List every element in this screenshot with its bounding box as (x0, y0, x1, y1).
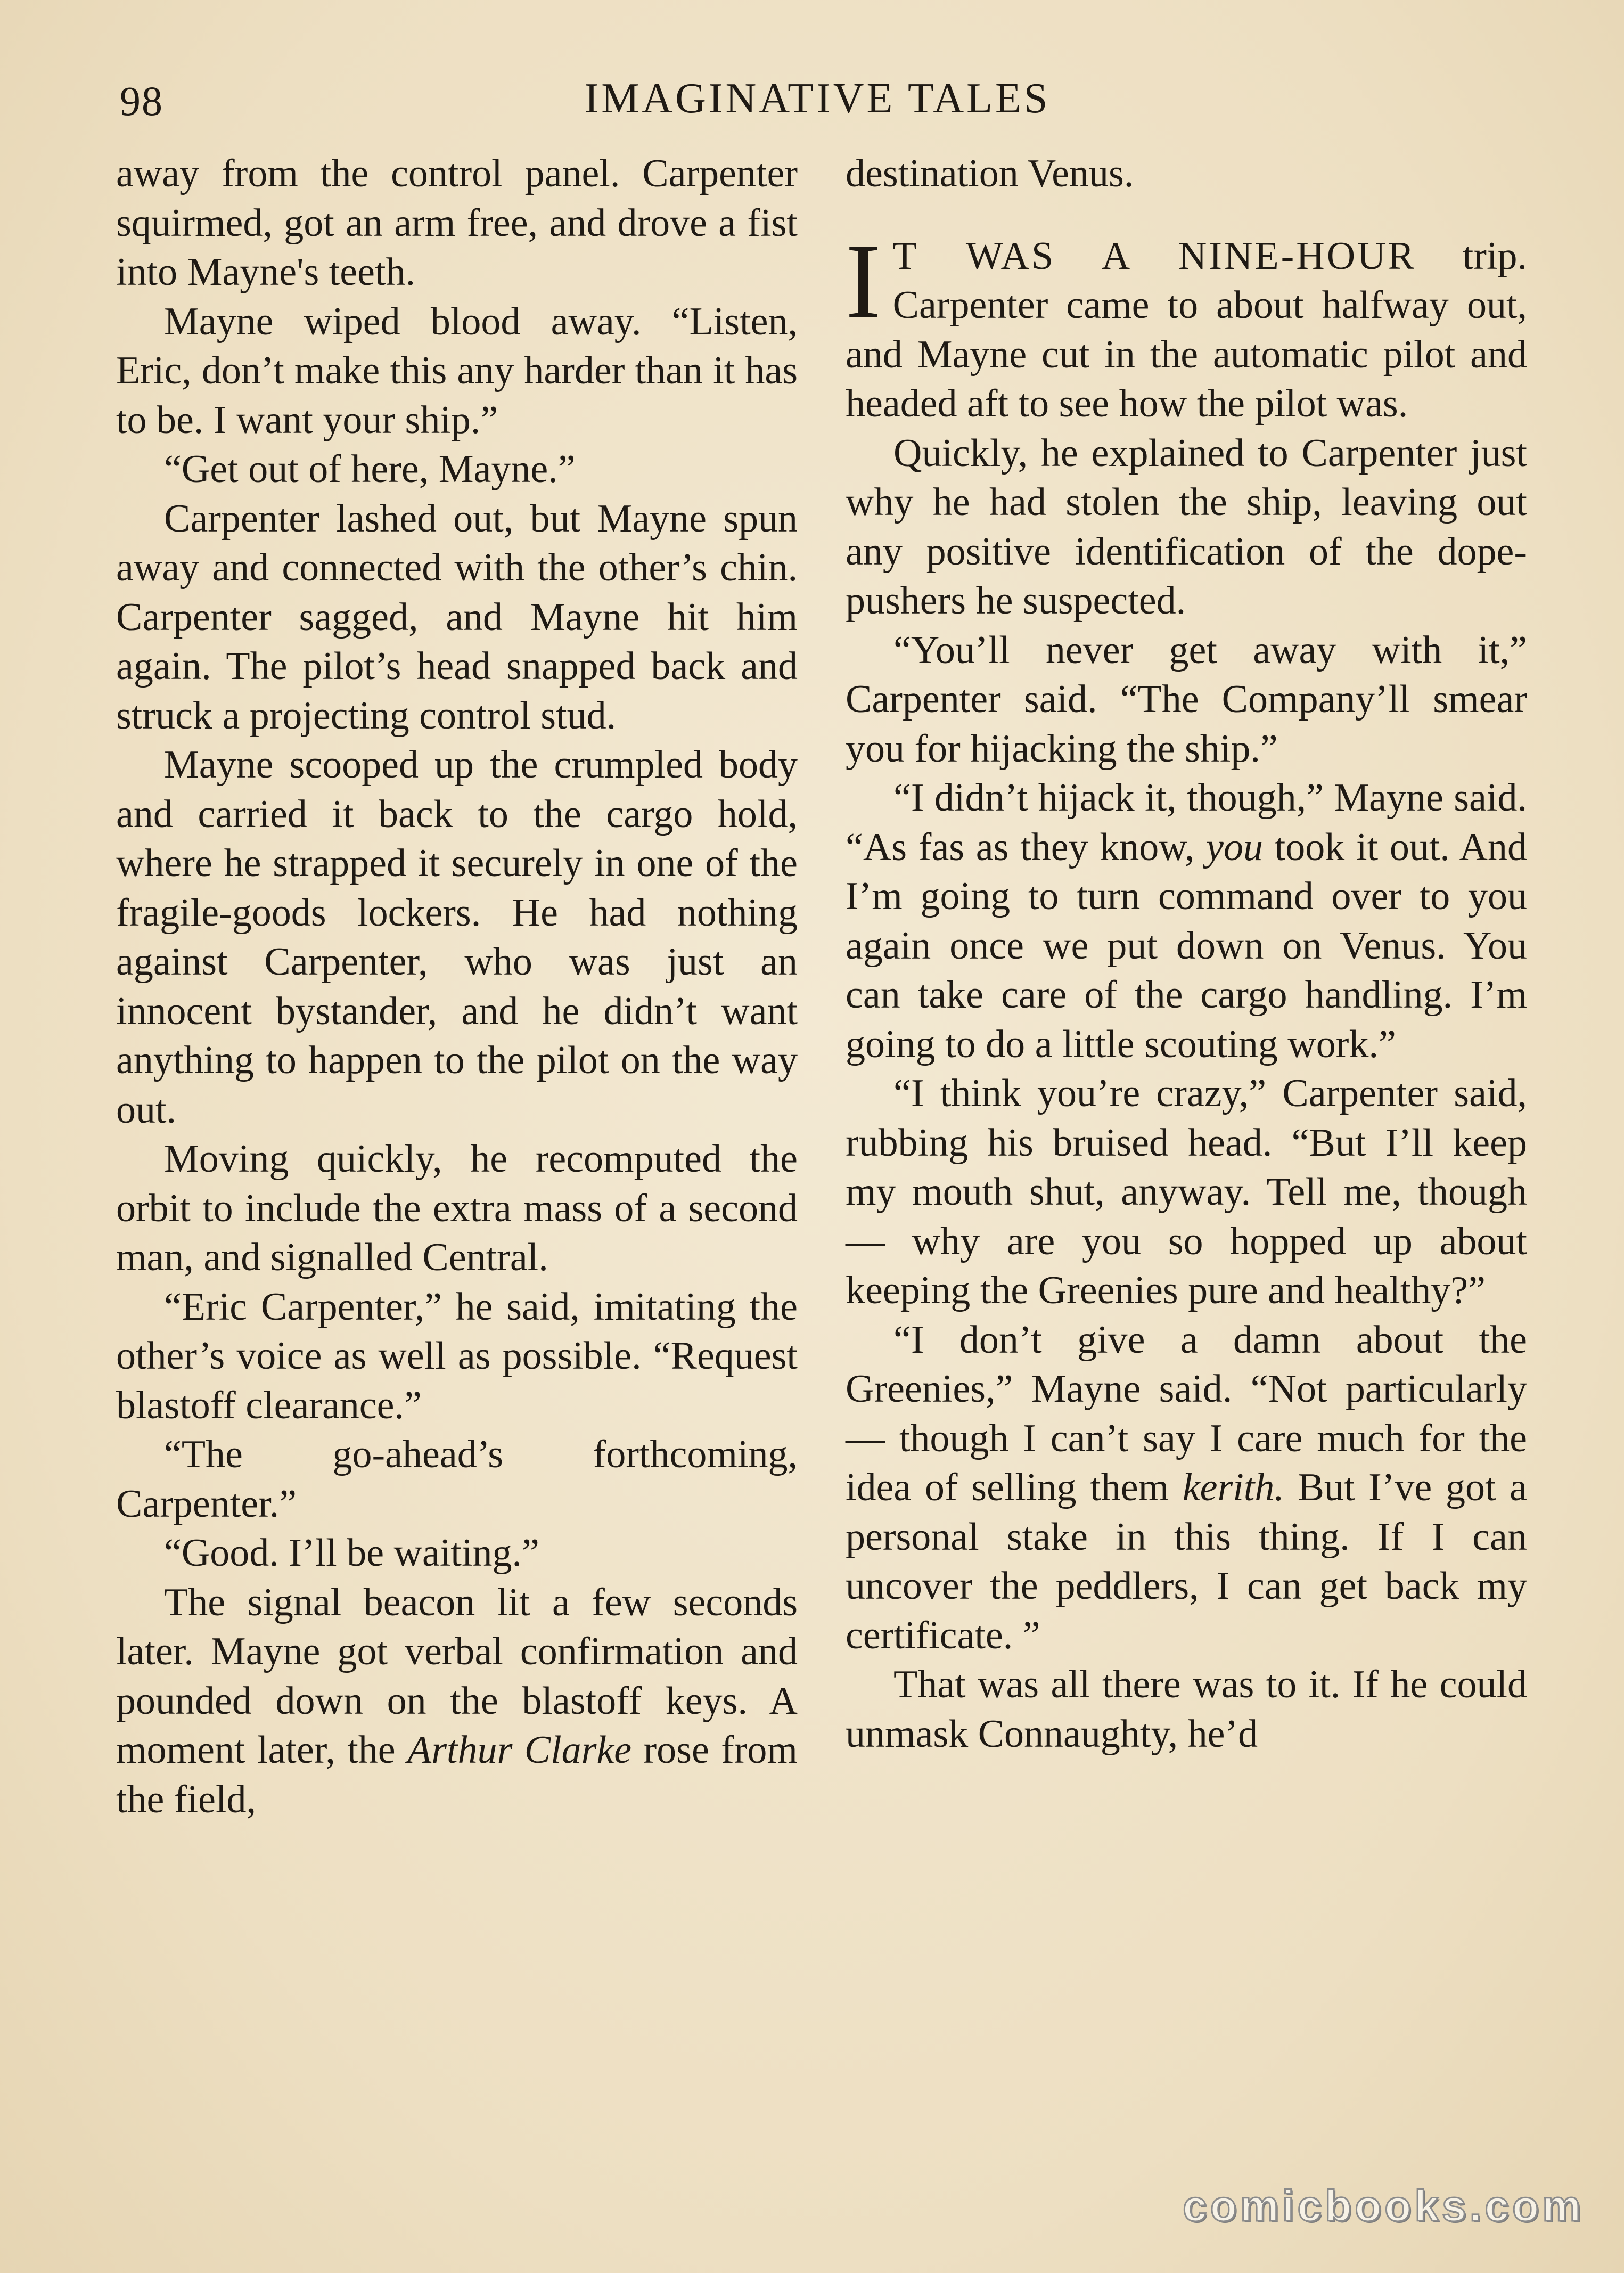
paragraph: Mayne scooped up the crumpled body and carried it back to the cargo hold, where he strapped it securely in one of the fragile-goods lockers. He had nothing against Carpenter, who was just an innocent bystander, and he didn’t want anything to happen to the pilot on the way out. (116, 743, 798, 1132)
ship-name: Arthur Clarke (407, 1728, 632, 1772)
paragraph (116, 1578, 798, 1825)
paragraph: “You’ll never get away with it,” Carpenter said. “The Company’ll smear you for hijacking the ship.” (846, 628, 1527, 771)
left-column (116, 149, 798, 1824)
paragraph (846, 773, 1527, 1069)
page-header (114, 75, 1520, 133)
paragraph: “Eric Carpenter,” he said, imitating the other’s voice as well as possible. “Request blastoff clearance.” (116, 1285, 798, 1427)
emphasis: you (1206, 825, 1264, 869)
paragraph: “Good. I’ll be waiting.” (164, 1531, 539, 1575)
paragraph: Quickly, he explained to Carpenter just why he had stolen the ship, leaving out any positive identification of the dope-pushers he suspected. (846, 431, 1527, 623)
paragraph-text: “I don’t give a damn about the Greenies,” Mayne said. “Not particularly — though I can’t say I care much for the idea of selling them (846, 1318, 1527, 1509)
emphasis: kerith. (1182, 1466, 1284, 1509)
paragraph-text: But I’ve got a personal stake in this thing. If I can uncover the peddlers, I can get back my certificate. ” (846, 1466, 1527, 1657)
paragraph: away from the control panel. Carpenter squirmed, got an arm free, and drove a fist into Mayne's teeth. (116, 152, 798, 294)
paragraph: “Get out of here, Mayne.” (164, 447, 576, 491)
paragraph-text: trip. Carpenter came to about halfway out, and Mayne cut in the automatic pilot and headed aft to see how the pilot was. (846, 234, 1528, 426)
paragraph-text: rose from the field, (116, 1728, 798, 1821)
paragraph: “The go-ahead’s forthcoming, Carpenter.” (116, 1433, 798, 1526)
running-head: IMAGINATIVE TALES (584, 75, 1051, 122)
paragraph: “I think you’re crazy,” Carpenter said, rubbing his bruised head. “But I’ll keep my mouth shut, anyway. Tell me, though — why are you so hopped up about keeping the Greenies pure and healthy?” (846, 1072, 1527, 1312)
paragraph: Mayne wiped blood away. “Listen, Eric, don’t make this any harder than it has to be. I want your ship.” (116, 299, 798, 442)
section-opening-paragraph (846, 222, 1528, 429)
paragraph: destination Venus. (846, 152, 1134, 195)
page-number: 98 (120, 78, 163, 124)
section-lead-caps: T WAS A NINE-HOUR (892, 234, 1416, 278)
paragraph: Carpenter lashed out, but Mayne spun away and connected with the other’s chin. Carpenter sagged, and Mayne hit him again. The pilot’s head snapped back and struck a projecting control stud. (116, 496, 798, 738)
paragraph: Moving quickly, he recomputed the orbit to include the extra mass of a second man, and signalled Central. (116, 1137, 798, 1279)
paragraph-text: took it out. And I’m going to turn command over to you again once we put down on Venus. You can take care of the cargo handling. I’m going to do a little scouting work.” (846, 825, 1527, 1066)
watermark: comicbooks.com (1183, 2182, 1584, 2230)
drop-cap: I (846, 222, 881, 340)
paragraph-text: The signal beacon lit a few seconds later. Mayne got verbal confirmation and pounded down on the blastoff keys. A moment later, the (116, 1580, 798, 1772)
paragraph (846, 1315, 1527, 1661)
paragraph: That was all there was to it. If he could unmask Connaughty, he’d (846, 1663, 1527, 1756)
right-column (846, 149, 1527, 1759)
paragraph-text: “I didn’t hijack it, though,” Mayne said. “As fas as they know, (846, 776, 1527, 869)
